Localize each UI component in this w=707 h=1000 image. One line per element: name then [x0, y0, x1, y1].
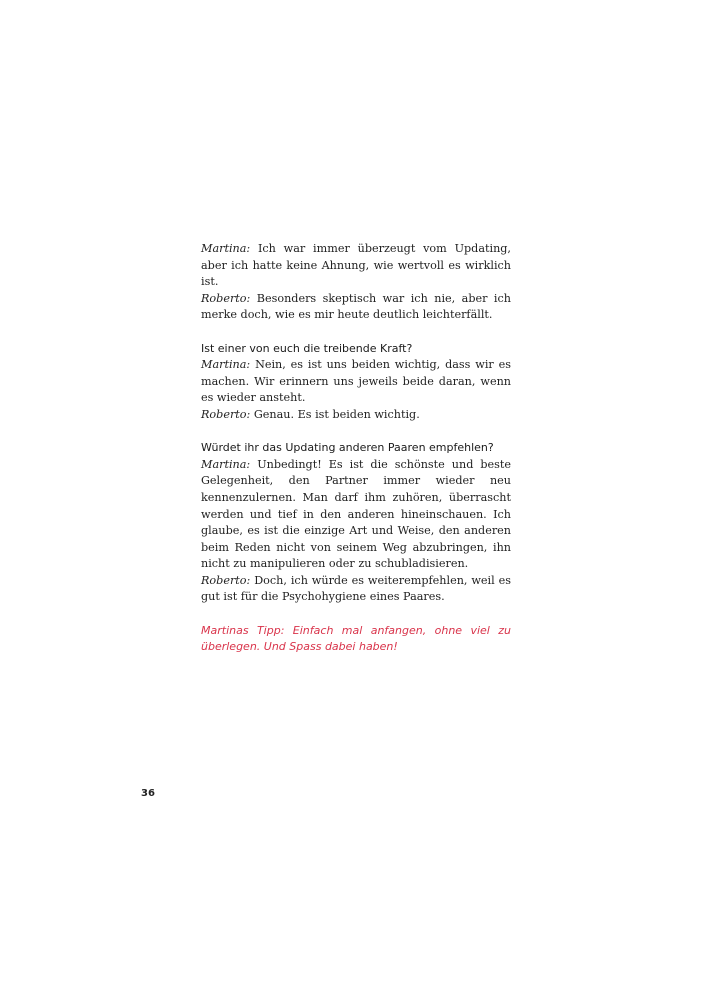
answer-paragraph: [201, 407, 511, 424]
answer-paragraph: [201, 573, 511, 606]
speaker-label: Martina:: [201, 242, 251, 255]
answer-paragraph: [201, 241, 511, 291]
answer-paragraph: [201, 291, 511, 324]
answer-text: Ich war immer überzeugt vom Updating, aber ich hatte keine Ahnung, wie wertvoll es wirklich ist.: [201, 242, 511, 289]
paragraph-spacer: [201, 324, 511, 341]
speaker-label: Roberto:: [201, 407, 251, 421]
answer-text: Genau. Es ist beiden wichtig.: [250, 407, 420, 421]
speaker-label: Roberto:: [201, 573, 251, 587]
answer-text: Besonders skeptisch war ich nie, aber ich merke doch, wie es mir heute deutlich leichterfällt.: [201, 291, 511, 322]
answer-text: Nein, es ist uns beiden wichtig, dass wir es machen. Wir erinnern uns jeweils beide daran, wenn es wieder ansteht.: [201, 358, 511, 405]
answer-paragraph: [201, 357, 511, 407]
paragraph-spacer: [201, 606, 511, 623]
question-heading: Würdet ihr das Updating anderen Paaren empfehlen?: [201, 441, 494, 455]
speaker-label: Roberto:: [201, 291, 251, 305]
answer-paragraph: [201, 457, 511, 573]
question-heading: Ist einer von euch die treibende Kraft?: [201, 341, 413, 355]
answer-text: Doch, ich würde es weiterempfehlen, weil es gut ist für die Psychohygiene eines Paares.: [201, 573, 511, 604]
page-number: 36: [141, 788, 155, 799]
answer-text: Unbedingt! Es ist die schönste und beste Gelegenheit, den Partner immer wieder neu kennenzulernen. Man darf ihm zuhören, überrascht werden und tief in den anderen hineinschauen. Ich glaube, es ist die einzige Art und Weise, den anderen beim Reden nicht von seinem Weg abzubringen, ihn nicht zu manipulieren oder zu schubladisieren.: [201, 457, 511, 571]
speaker-label: Martina:: [201, 358, 251, 372]
tip-text: Martinas Tipp: Einfach mal anfangen, ohne viel zu überlegen. Und Spass dabei haben!: [201, 623, 511, 654]
paragraph-spacer: [201, 424, 511, 441]
speaker-label: Martina:: [201, 457, 251, 471]
interview-text: [201, 241, 511, 656]
